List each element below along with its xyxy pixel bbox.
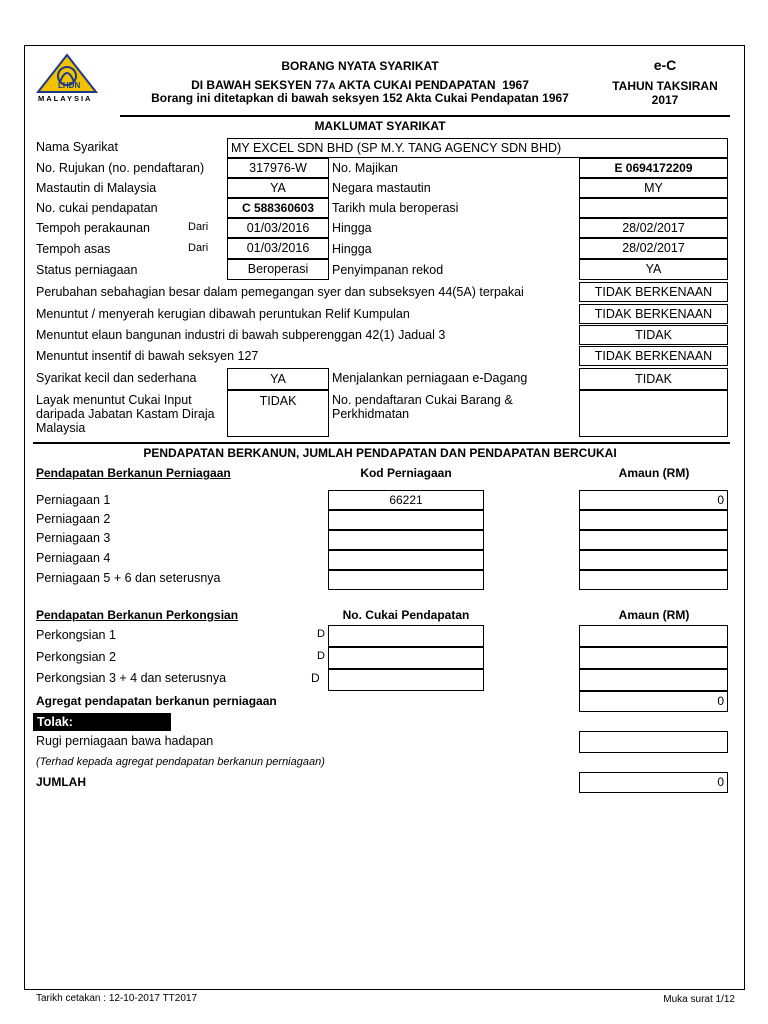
print-date: Tarikh cetakan : 12-10-2017 TT2017 [36,993,198,1004]
basis-from-field[interactable]: 01/03/2016 [227,238,329,259]
business-amount-field[interactable] [579,530,728,550]
input-tax-field[interactable]: TIDAK [227,390,329,437]
partnership-taxno-heading: No. Cukai Pendapatan [342,608,470,622]
business-amount-field[interactable] [579,550,728,570]
less-heading: Tolak: [33,713,171,731]
q-group-relief-field[interactable]: TIDAK BERKENAAN [579,304,728,324]
acct-to-field[interactable]: 28/02/2017 [579,218,728,238]
section-title-income: PENDAPATAN BERKANUN, JUMLAH PENDAPATAN DAN PENDAPATAN BERCUKAI [143,446,617,460]
sme-field[interactable]: YA [227,368,329,390]
q-shareholding-label: Perubahan sebahagian besar dalam pemegangan syer dan subseksyen 44(5A) terpakai [36,285,524,299]
tax-no-label: No. cukai pendapatan [36,201,158,215]
business-label: Perniagaan 2 [36,512,111,526]
aggregate-label: Agregat pendapatan berkanun perniagaan [36,694,277,708]
logo-text-malaysia: MALAYSIA [38,94,93,103]
partnership-taxno-field[interactable] [328,647,484,669]
basis-from-label: Dari [188,242,209,254]
divider-top [120,115,730,117]
logo-text-lhdn: LHDN [58,81,81,90]
q-group-relief-label: Menuntut / menyerah kerugian dibawah peruntukan Relif Kumpulan [36,307,410,321]
tax-year-label: TAHUN TAKSIRAN [612,79,718,93]
limited-note: (Terhad kepada agregat pendapatan berkanun perniagaan) [36,756,325,768]
form-title: BORANG NYATA SYARIKAT [281,59,439,73]
total-label: JUMLAH [36,775,86,789]
record-keeping-field[interactable]: YA [579,259,728,280]
partnership-amount-field[interactable] [579,647,728,669]
page-number: Muka surat 1/12 [663,994,735,1005]
total-field[interactable]: 0 [579,772,728,793]
partnership-amount-field[interactable] [579,669,728,691]
company-name-field[interactable]: MY EXCEL SDN BHD (SP M.Y. TANG AGENCY SDN BHD) [227,138,728,158]
business-amount-field[interactable] [579,570,728,590]
business-code-field[interactable] [328,550,484,570]
section-title-company: MAKLUMAT SYARIKAT [314,119,446,133]
sme-label: Syarikat kecil dan sederhana [36,371,197,385]
partnership-taxno-field[interactable] [328,669,484,691]
form-code: e-C [653,57,677,73]
business-label: Perniagaan 1 [36,493,111,507]
lhdn-logo [34,52,100,104]
partnership-prefix: D [317,650,325,662]
business-label: Perniagaan 4 [36,551,111,565]
partnership-prefix: D [311,671,320,685]
reg-no-field[interactable]: 317976-W [227,158,329,178]
basis-to-label: Hingga [332,242,372,256]
record-keeping-label: Penyimpanan rekod [332,263,444,277]
business-amount-field[interactable]: 0 [579,490,728,510]
business-code-field[interactable] [328,570,484,590]
reg-no-label: No. Rujukan (no. pendaftaran) [36,161,205,175]
basis-to-field[interactable]: 28/02/2017 [579,238,728,259]
q-incentive-label: Menuntut insentif di bawah seksyen 127 [36,349,259,363]
divider-section2 [33,442,730,444]
business-amount-field[interactable] [579,510,728,530]
partnership-label: Perkongsian 3 + 4 dan seterusnya [36,671,227,685]
business-code-field[interactable] [328,510,484,530]
gst-no-field[interactable] [579,390,728,437]
business-code-heading: Kod Perniagaan [360,466,452,480]
subtitle-a: A [328,81,336,92]
business-status-label: Status perniagaan [36,263,138,277]
employer-no-field[interactable]: E 0694172209 [579,158,728,178]
partnership-taxno-field[interactable] [328,625,484,647]
partnership-label: Perkongsian 2 [36,650,116,664]
partnership-amount-field[interactable] [579,625,728,647]
country-label: Negara mastautin [332,181,431,195]
ecommerce-label: Menjalankan perniagaan e-Dagang [332,371,528,385]
form-subtitle [150,78,570,92]
business-code-field[interactable] [328,530,484,550]
tax-no-field[interactable]: C 588360603 [227,198,329,218]
business-label: Perniagaan 5 + 6 dan seterusnya [36,571,221,585]
form-subtitle-2: Borang ini ditetapkan di bawah seksyen 152 Akta Cukai Pendapatan 1967 [151,91,569,105]
tax-year: 2017 [651,93,679,107]
start-ops-label: Tarikh mula beroperasi [332,201,459,215]
q-incentive-field[interactable]: TIDAK BERKENAAN [579,346,728,366]
partnership-heading: Pendapatan Berkanun Perkongsian [36,608,239,622]
ecommerce-field[interactable]: TIDAK [579,368,728,390]
resident-label: Mastautin di Malaysia [36,181,157,195]
business-label: Perniagaan 3 [36,531,111,545]
q-shareholding-field[interactable]: TIDAK BERKENAAN [579,282,728,302]
business-status-field[interactable]: Beroperasi [227,259,329,280]
loss-bf-field[interactable] [579,731,728,753]
employer-no-label: No. Majikan [332,161,398,175]
acct-period-label: Tempoh perakaunan [36,221,150,235]
acct-from-label: Dari [188,221,209,233]
subtitle-prefix: DI BAWAH SEKSYEN 77 [191,78,329,92]
start-ops-field[interactable] [579,198,728,218]
business-amount-heading: Amaun (RM) [618,466,690,480]
partnership-prefix: D [317,628,325,640]
acct-to-label: Hingga [332,221,372,235]
business-code-field[interactable]: 66221 [328,490,484,510]
acct-from-field[interactable]: 01/03/2016 [227,218,329,238]
aggregate-field[interactable]: 0 [579,691,728,712]
gst-no-label: No. pendaftaran Cukai Barang & Perkhidmatan [332,393,513,421]
company-name-label: Nama Syarikat [36,140,118,154]
resident-field[interactable]: YA [227,178,329,198]
subtitle-suffix: AKTA CUKAI PENDAPATAN 1967 [335,78,529,92]
country-field[interactable]: MY [579,178,728,198]
business-heading: Pendapatan Berkanun Perniagaan [36,466,231,480]
input-tax-label: Layak menuntut Cukai Input daripada Jabatan Kastam Diraja Malaysia [36,393,215,435]
loss-bf-label: Rugi perniagaan bawa hadapan [36,734,214,748]
q-ibaa-field[interactable]: TIDAK [579,325,728,345]
q-ibaa-label: Menuntut elaun bangunan industri di bawah subperenggan 42(1) Jadual 3 [36,328,446,342]
partnership-amount-heading: Amaun (RM) [618,608,690,622]
basis-period-label: Tempoh asas [36,242,111,256]
partnership-label: Perkongsian 1 [36,628,116,642]
